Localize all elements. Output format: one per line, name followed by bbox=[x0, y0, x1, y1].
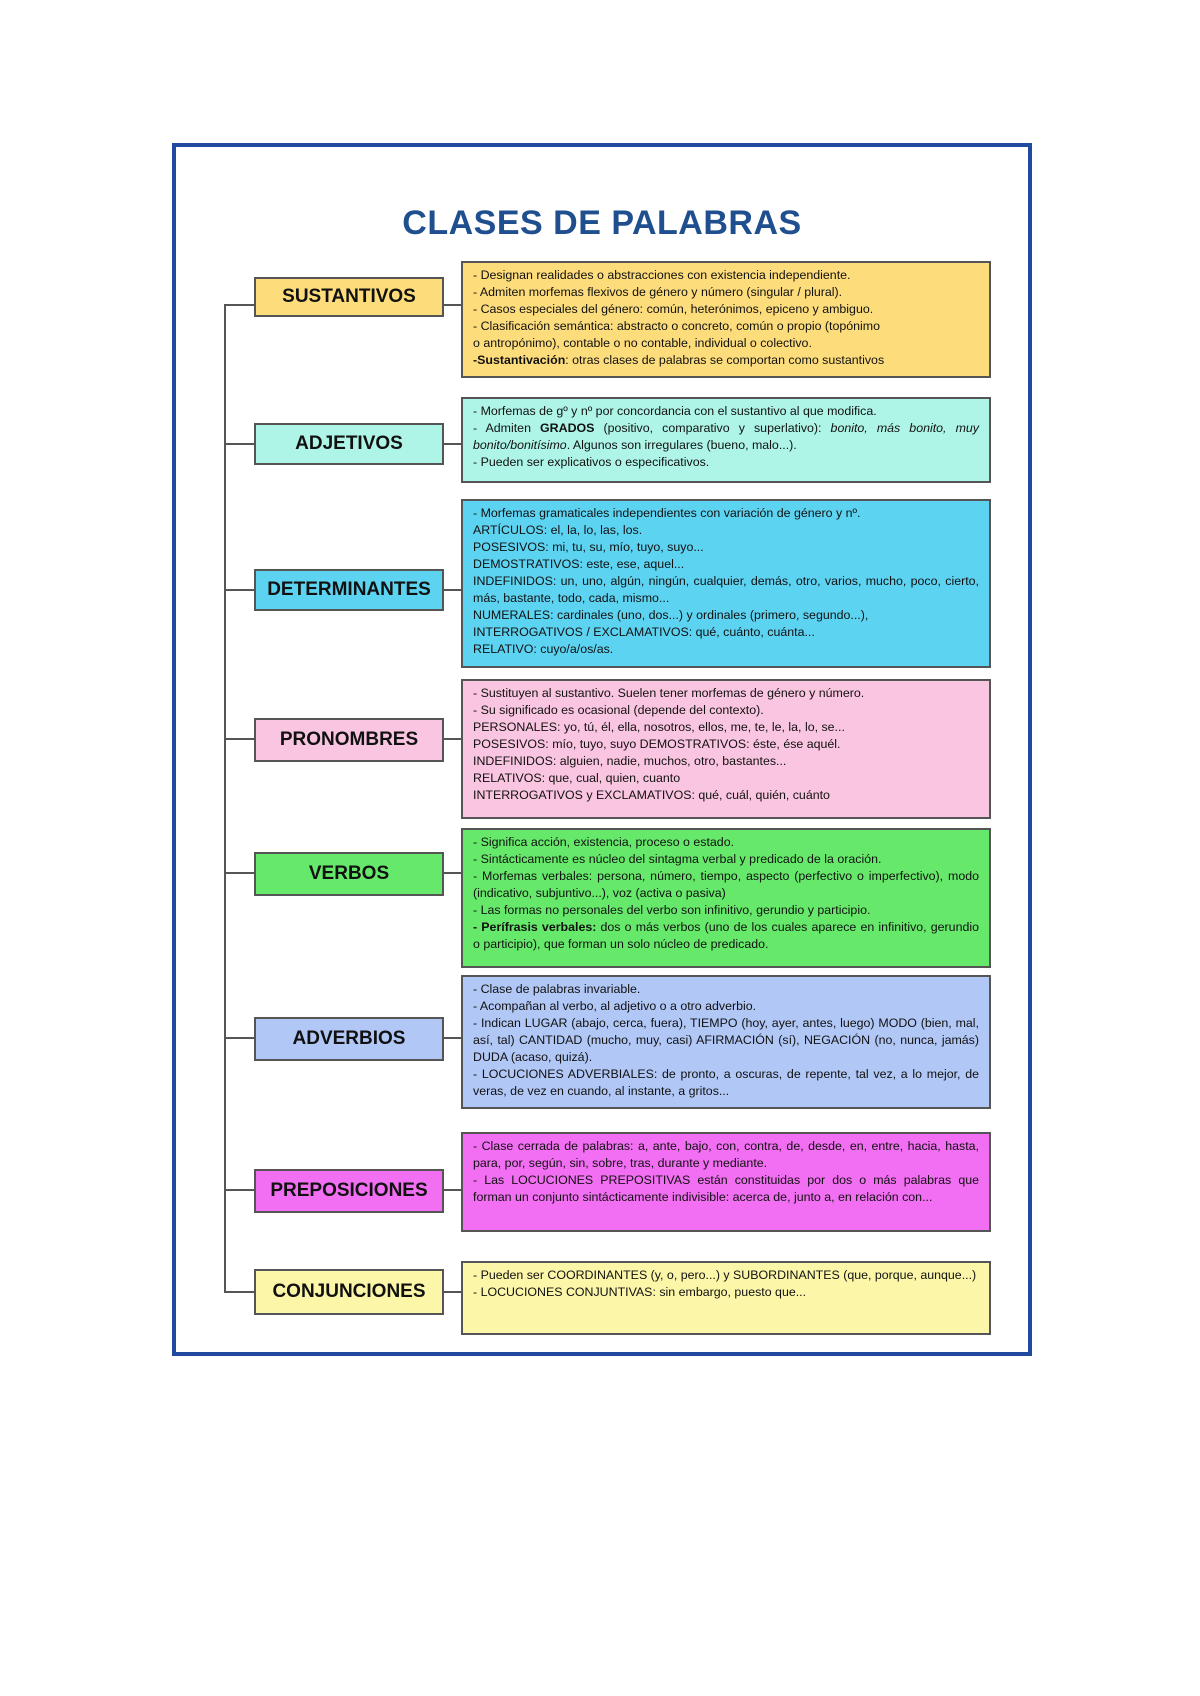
label-preposiciones: PREPOSICIONES bbox=[254, 1169, 444, 1213]
branch-connector-pronombres bbox=[224, 738, 254, 740]
diagram-frame bbox=[172, 143, 1032, 1356]
desc-line-grados bbox=[473, 420, 979, 454]
desc-line: - Las formas no personales del verbo son infinitivo, gerundio y participio. bbox=[473, 903, 871, 917]
desc-adverbios bbox=[461, 975, 991, 1109]
branch-connector-adverbios bbox=[224, 1037, 254, 1039]
desc-line: - Clase de palabras invariable. bbox=[473, 982, 641, 996]
desc-line: - Las LOCUCIONES PREPOSITIVAS están constituidas por dos o más palabras que forman un conjunto sintácticamente indivisible: acerca de, junto a, en relación con... bbox=[473, 1173, 979, 1204]
desc-line: INTERROGATIVOS y EXCLAMATIVOS: qué, cuál, quién, cuánto bbox=[473, 788, 830, 802]
label-adjetivos: ADJETIVOS bbox=[254, 423, 444, 465]
desc-line: INDEFINIDOS: alguien, nadie, muchos, otro, bastantes... bbox=[473, 754, 787, 768]
desc-line-sustantivacion bbox=[473, 352, 979, 369]
desc-line: - Sustituyen al sustantivo. Suelen tener morfemas de género y número. bbox=[473, 686, 865, 700]
desc-line: - Morfemas de gº y nº por concordancia con el sustantivo al que modifica. bbox=[473, 404, 877, 418]
bold-term: GRADOS bbox=[540, 421, 595, 435]
desc-line: - Casos especiales del género: común, heterónimos, epiceno y ambiguo. bbox=[473, 302, 874, 316]
link-adverbios bbox=[444, 1037, 461, 1039]
diagram-title: CLASES DE PALABRAS bbox=[402, 204, 802, 242]
branch-connector-determinantes bbox=[224, 589, 254, 591]
desc-line: - Pueden ser explicativos o especificativos. bbox=[473, 455, 710, 469]
desc-text: dos o más verbos (uno de los cuales aparece en infinitivo, gerundio o participio), que forman un solo núcleo de predicado. bbox=[473, 920, 979, 951]
desc-text: - Admiten bbox=[473, 421, 541, 435]
desc-line: - Morfemas verbales: persona, número, tiempo, aspecto (perfectivo o imperfectivo), modo (indicativo, subjuntivo...), voz (activa o pasiva) bbox=[473, 869, 979, 900]
desc-conjunciones bbox=[461, 1261, 991, 1335]
desc-line: - LOCUCIONES CONJUNTIVAS: sin embargo, puesto que... bbox=[473, 1285, 807, 1299]
label-conjunciones: CONJUNCIONES bbox=[254, 1269, 444, 1315]
desc-line: - Acompañan al verbo, al adjetivo o a otro adverbio. bbox=[473, 999, 757, 1013]
desc-adjetivos bbox=[461, 397, 991, 483]
branch-connector-adjetivos bbox=[224, 443, 254, 445]
desc-line: - Clasificación semántica: abstracto o concreto, común o propio (topónimo bbox=[473, 319, 881, 333]
label-adverbios: ADVERBIOS bbox=[254, 1017, 444, 1061]
desc-text: : otras clases de palabras se comportan como sustantivos bbox=[565, 353, 885, 367]
desc-line: INDEFINIDOS: un, uno, algún, ningún, cualquier, demás, otro, varios, mucho, poco, cierto, más, bastante, todo, cada, mismo... bbox=[473, 574, 979, 605]
desc-line: PERSONALES: yo, tú, él, ella, nosotros, ellos, me, te, le, la, lo, se... bbox=[473, 720, 845, 734]
label-verbos: VERBOS bbox=[254, 852, 444, 896]
desc-line: RELATIVO: cuyo/a/os/as. bbox=[473, 642, 614, 656]
desc-determinantes bbox=[461, 499, 991, 668]
desc-sustantivos bbox=[461, 261, 991, 378]
link-pronombres bbox=[444, 738, 461, 740]
link-preposiciones bbox=[444, 1189, 461, 1191]
link-determinantes bbox=[444, 589, 461, 591]
label-pronombres: PRONOMBRES bbox=[254, 718, 444, 762]
branch-connector-conjunciones bbox=[224, 1291, 254, 1293]
italic-examples: bonito, más bonito, muy bonito/bonitísimo bbox=[473, 421, 979, 452]
desc-text: . Algunos son irregulares (bueno, malo...). bbox=[566, 438, 797, 452]
tree-trunk-line bbox=[224, 305, 226, 1293]
link-conjunciones bbox=[444, 1291, 461, 1293]
desc-line: DEMOSTRATIVOS: este, ese, aquel... bbox=[473, 557, 685, 571]
desc-verbos bbox=[461, 828, 991, 968]
desc-line: NUMERALES: cardinales (uno, dos...) y ordinales (primero, segundo...), bbox=[473, 608, 869, 622]
branch-connector-preposiciones bbox=[224, 1189, 254, 1191]
desc-line: - Indican LUGAR (abajo, cerca, fuera), TIEMPO (hoy, ayer, antes, luego) MODO (bien, mal, así, tal) CANTIDAD (mucho, muy, casi) AFIRMACIÓN (sí), NEGACIÓN (no, nunca, jamás) DUDA (acaso, quizá). bbox=[473, 1016, 979, 1064]
desc-line: - Sintácticamente es núcleo del sintagma verbal y predicado de la oración. bbox=[473, 852, 882, 866]
desc-line: o antropónimo), contable o no contable, individual o colectivo. bbox=[473, 336, 812, 350]
branch-connector-verbos bbox=[224, 872, 254, 874]
desc-line-perifrasis bbox=[473, 919, 979, 953]
desc-line: RELATIVOS: que, cual, quien, cuanto bbox=[473, 771, 681, 785]
desc-line: INTERROGATIVOS / EXCLAMATIVOS: qué, cuánto, cuánta... bbox=[473, 625, 815, 639]
desc-line: - Designan realidades o abstracciones con existencia independiente. bbox=[473, 268, 851, 282]
desc-line: - Significa acción, existencia, proceso o estado. bbox=[473, 835, 735, 849]
bold-term: -Sustantivación bbox=[473, 353, 566, 367]
link-sustantivos bbox=[444, 304, 461, 306]
label-determinantes: DETERMINANTES bbox=[254, 569, 444, 611]
bold-term: - Perífrasis verbales: bbox=[473, 920, 597, 934]
desc-preposiciones bbox=[461, 1132, 991, 1232]
desc-line: - Clase cerrada de palabras: a, ante, bajo, con, contra, de, desde, en, entre, hacia, hasta, para, por, según, sin, sobre, tras, durante y mediante. bbox=[473, 1139, 979, 1170]
desc-line: POSESIVOS: mío, tuyo, suyo DEMOSTRATIVOS: éste, ése aquél. bbox=[473, 737, 841, 751]
link-adjetivos bbox=[444, 443, 461, 445]
label-sustantivos: SUSTANTIVOS bbox=[254, 277, 444, 317]
desc-line: - LOCUCIONES ADVERBIALES: de pronto, a oscuras, de repente, tal vez, a lo mejor, de veras, de vez en cuando, al instante, a gritos... bbox=[473, 1067, 979, 1098]
desc-line: - Pueden ser COORDINANTES (y, o, pero...) y SUBORDINANTES (que, porque, aunque...) bbox=[473, 1268, 977, 1282]
desc-line: ARTÍCULOS: el, la, lo, las, los. bbox=[473, 523, 643, 537]
desc-line: - Admiten morfemas flexivos de género y número (singular / plural). bbox=[473, 285, 843, 299]
desc-pronombres bbox=[461, 679, 991, 819]
desc-line: - Su significado es ocasional (depende del contexto). bbox=[473, 703, 764, 717]
desc-text: (positivo, comparativo y superlativo): bbox=[594, 421, 831, 435]
link-verbos bbox=[444, 872, 461, 874]
desc-line: POSESIVOS: mi, tu, su, mío, tuyo, suyo... bbox=[473, 540, 704, 554]
branch-connector-sustantivos bbox=[224, 304, 254, 306]
desc-line: - Morfemas gramaticales independientes con variación de género y nº. bbox=[473, 506, 861, 520]
